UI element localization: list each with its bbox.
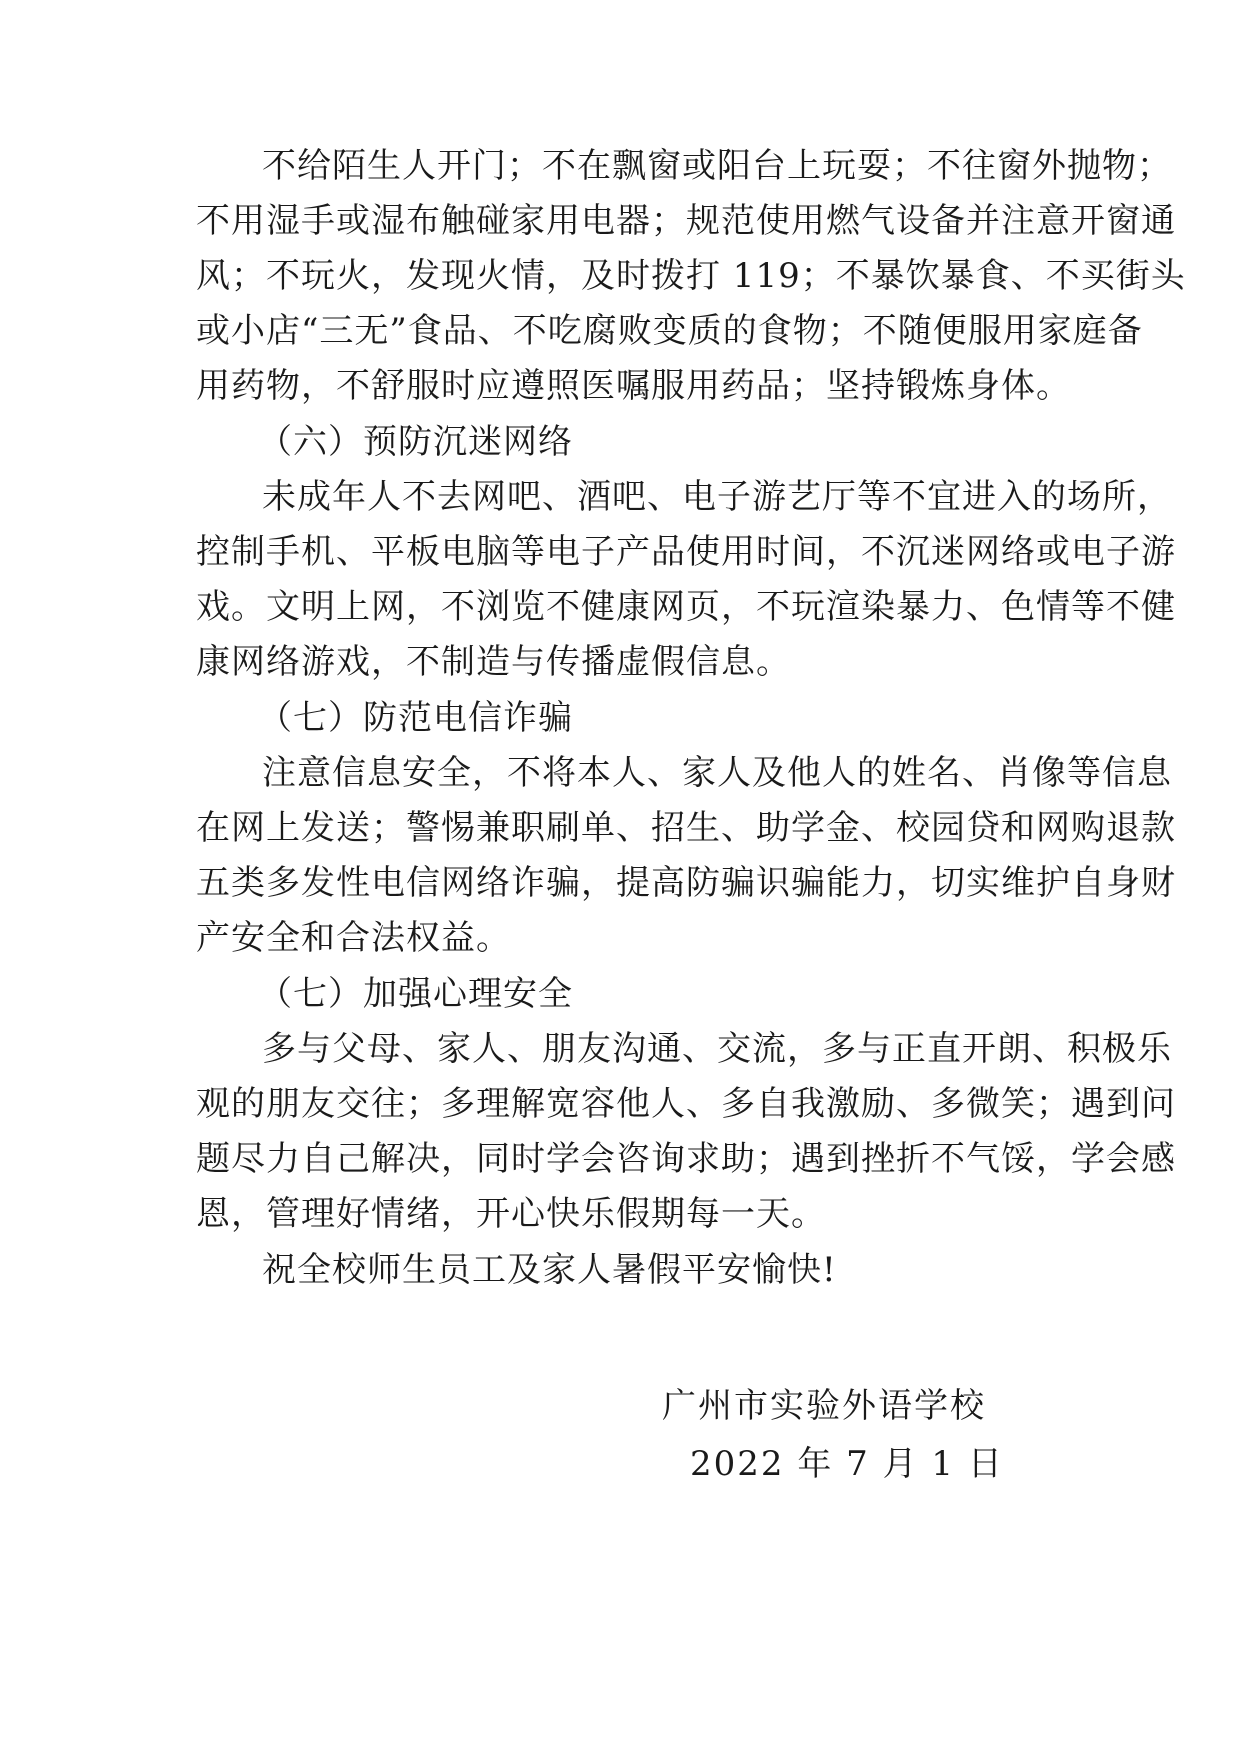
- p4-line-3: 题尽力自己解决，同时学会咨询求助；遇到挫折不气馁，学会感: [196, 1139, 1176, 1179]
- p1-line-4: 或小店“三无”食品、不吃腐败变质的食物；不随便服用家庭备: [196, 311, 1143, 351]
- p1-line-5: 用药物，不舒服时应遵照医嘱服用药品；坚持锻炼身体。: [196, 366, 1071, 406]
- signature-organization: 广州市实验外语学校: [662, 1386, 986, 1426]
- p1-line-3: 风；不玩火，发现火情，及时拨打 119；不暴饮暴食、不买街头: [196, 256, 1186, 296]
- p1-line-2: 不用湿手或湿布触碰家用电器；规范使用燃气设备并注意开窗通: [196, 201, 1176, 241]
- p3-line-1: 注意信息安全，不将本人、家人及他人的姓名、肖像等信息: [262, 753, 1172, 793]
- p4-line-1: 多与父母、家人、朋友沟通、交流，多与正直开朗、积极乐: [262, 1029, 1172, 1069]
- closing-line: 祝全校师生员工及家人暑假平安愉快!: [262, 1250, 837, 1290]
- p3-line-3: 五类多发性电信网络诈骗，提高防骗识骗能力，切实维护自身财: [196, 863, 1176, 903]
- p2-line-4: 康网络游戏，不制造与传播虚假信息。: [196, 642, 791, 682]
- p2-line-3: 戏。文明上网，不浏览不健康网页，不玩渲染暴力、色情等不健: [196, 587, 1176, 627]
- p3-line-2: 在网上发送；警惕兼职刷单、招生、助学金、校园贷和网购退款: [196, 808, 1176, 848]
- section-heading-7a: （七）防范电信诈骗: [258, 698, 573, 738]
- p3-line-4: 产安全和合法权益。: [196, 918, 511, 958]
- section-heading-7b: （七）加强心理安全: [258, 974, 573, 1014]
- p4-line-2: 观的朋友交往；多理解宽容他人、多自我激励、多微笑；遇到问: [196, 1084, 1176, 1124]
- p1-line-1: 不给陌生人开门；不在飘窗或阳台上玩耍；不往窗外抛物；: [262, 146, 1172, 186]
- p2-line-2: 控制手机、平板电脑等电子产品使用时间，不沉迷网络或电子游: [196, 532, 1176, 572]
- signature-date: 2022 年 7 月 1 日: [690, 1444, 1004, 1484]
- p2-line-1: 未成年人不去网吧、酒吧、电子游艺厅等不宜进入的场所，: [262, 477, 1172, 517]
- section-heading-6: （六）预防沉迷网络: [258, 422, 573, 462]
- p4-line-4: 恩，管理好情绪，开心快乐假期每一天。: [196, 1194, 826, 1234]
